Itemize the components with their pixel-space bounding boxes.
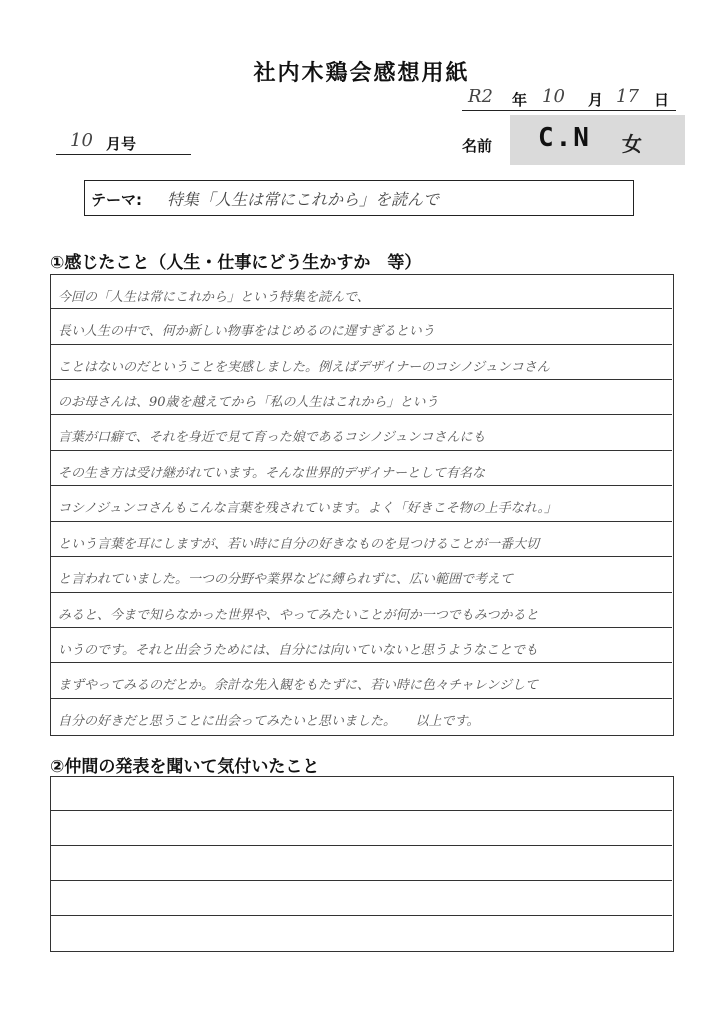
ruled-line: [50, 627, 672, 628]
ruled-line: [50, 880, 672, 881]
name-box: [510, 115, 685, 165]
name-value: C.N: [538, 123, 591, 153]
ruled-line: [50, 308, 672, 309]
handwritten-line: 自分の好きだと思うことに出会ってみたいと思いました。 以上です。: [58, 714, 480, 729]
date-era: R2: [468, 86, 494, 107]
handwritten-line: 今回の「人生は常にこれから」という特集を読んで、: [58, 290, 370, 305]
issue-value: 10: [70, 130, 93, 151]
date-field: [462, 84, 676, 111]
section2-lines: [50, 776, 672, 950]
section1-lines: [50, 274, 672, 734]
ruled-line: [50, 556, 672, 557]
handwritten-line: 言葉が口癖で、それを身近で見て育った娘であるコシノジュンコさんにも: [58, 430, 486, 445]
handwritten-line: のお母さんは、90歳を越えてから「私の人生はこれから」という: [58, 395, 439, 410]
handwritten-line: その生き方は受け継がれています。そんな世界的デザイナーとして有名な: [58, 466, 486, 481]
handwritten-line: コシノジュンコさんもこんな言葉を残されています。よく「好きこそ物の上手なれ。」: [58, 501, 557, 516]
ruled-line: [50, 521, 672, 522]
issue-field: [56, 128, 191, 155]
ruled-line: [50, 698, 672, 699]
ruled-line: [50, 845, 672, 846]
ruled-line: [50, 485, 672, 486]
theme-box: [84, 180, 634, 216]
handwritten-line: ことはないのだということを実感しました。例えばデザイナーのコシノジュンコさん: [58, 360, 550, 375]
handwritten-line: 長い人生の中で、何か新しい物事をはじめるのに遅すぎるという: [58, 324, 435, 339]
ruled-line: [50, 592, 672, 593]
form-title: 社内木鶏会感想用紙: [253, 61, 470, 86]
date-day: 17: [616, 86, 639, 107]
ruled-line: [50, 344, 672, 345]
ruled-line: [50, 414, 672, 415]
issue-label: 月号: [106, 135, 137, 153]
ruled-line: [50, 450, 672, 451]
handwritten-line: みると、今まで知らなかった世界や、やってみたいことが何か一つでもみつかると: [58, 608, 539, 623]
date-year-label: 年: [512, 91, 528, 109]
date-month: 10: [542, 86, 565, 107]
theme-label: テーマ:: [91, 191, 142, 209]
ruled-line: [50, 274, 672, 275]
name-mark: 女: [622, 132, 642, 156]
handwritten-line: いうのです。それと出会うためには、自分には向いていないと思うようなことでも: [58, 643, 538, 658]
date-day-label: 日: [654, 91, 670, 109]
handwritten-line: まずやってみるのだとか。余計な先入観をもたずに、若い時に色々チャレンジして: [58, 678, 538, 693]
date-month-label: 月: [588, 91, 604, 109]
handwritten-line: という言葉を耳にしますが、若い時に自分の好きなものを見つけることが一番大切: [58, 537, 540, 552]
handwritten-line: と言われていました。一つの分野や業界などに縛られずに、広い範囲で考えて: [58, 572, 514, 587]
name-label: 名前: [462, 137, 493, 155]
ruled-line: [50, 810, 672, 811]
ruled-line: [50, 662, 672, 663]
section1-title: ①感じたこと（人生・仕事にどう生かすか 等）: [50, 253, 422, 273]
ruled-line: [50, 915, 672, 916]
section2-title: ②仲間の発表を聞いて気付いたこと: [50, 757, 320, 777]
theme-value: 特集「人生は常にこれから」を読んで: [167, 190, 440, 209]
ruled-line: [50, 379, 672, 380]
